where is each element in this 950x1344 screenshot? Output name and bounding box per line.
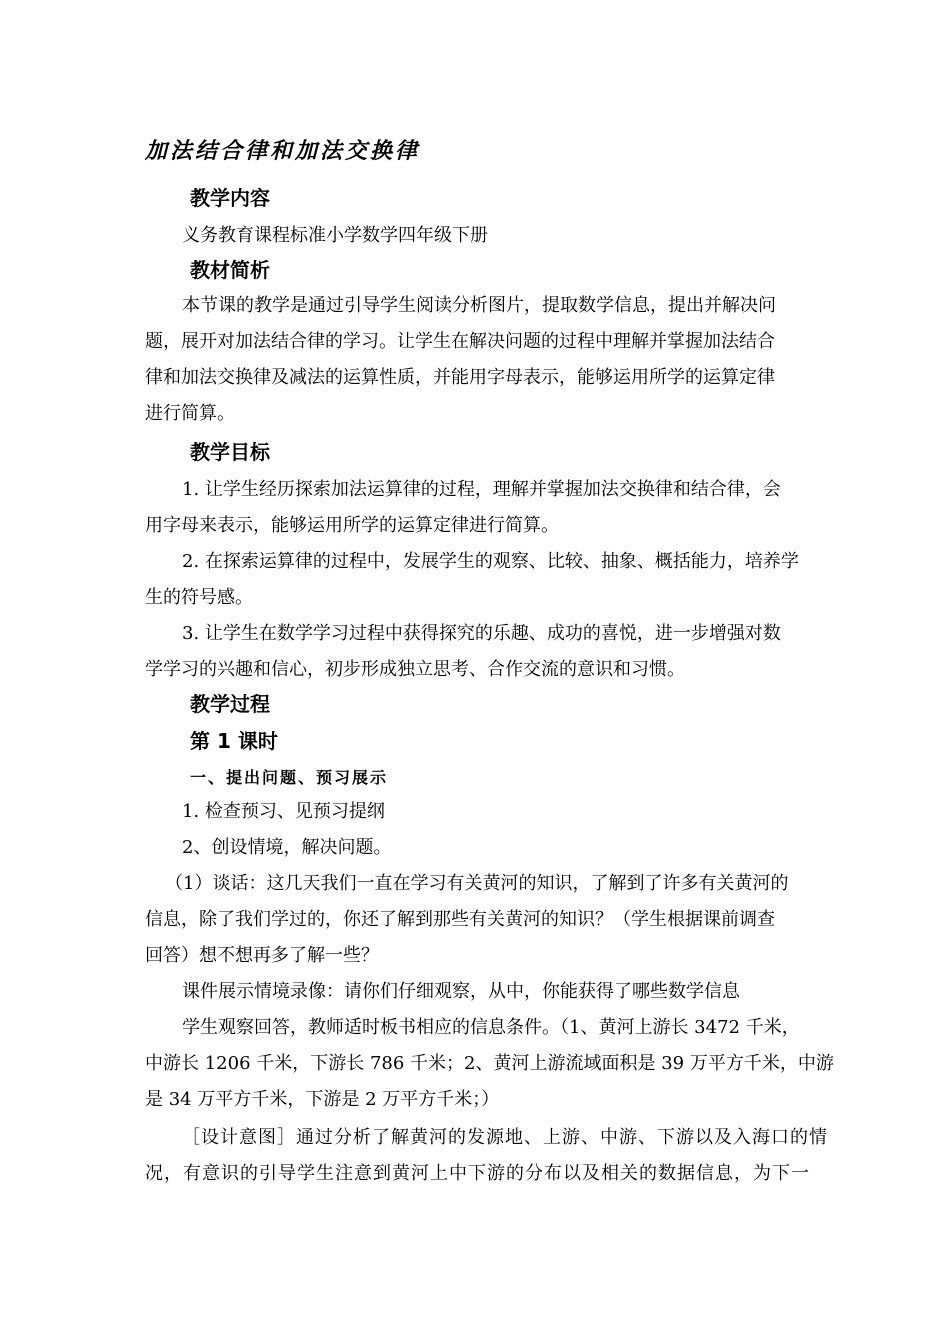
analysis-line: 本节课的教学是通过引导学生阅读分析图片，提取数学信息，提出并解决问	[182, 295, 776, 316]
goals-line: 3. 让学生在数学学习过程中获得探究的乐趣、成功的喜悦，进一步增强对数	[182, 623, 781, 644]
document-title: 加法结合律和加法交换律	[145, 139, 421, 164]
process-line: 中游长 1206 千米，下游长 786 千米；2、黄河上游流域面积是 39 万平方千米，中游	[145, 1053, 834, 1074]
process-line: 2、创设情境，解决问题。	[182, 837, 392, 858]
process-line: 课件展示情境录像：请你们仔细观察，从中，你能获得了哪些数学信息	[182, 981, 740, 1002]
goals-line: 用字母来表示，能够运用所学的运算定律进行简算。	[145, 515, 559, 536]
design-intent-line: 况，有意识的引导学生注意到黄河上中下游的分布以及相关的数据信息，为下一	[145, 1163, 810, 1184]
goals-line: 生的符号感。	[145, 587, 253, 608]
heading-analysis: 教材简析	[190, 258, 270, 282]
goals-line: 学学习的兴趣和信心，初步形成独立思考、合作交流的意识和习惯。	[145, 659, 685, 680]
goals-line: 1. 让学生经历探索加法运算律的过程，理解并掌握加法交换律和结合律，会	[182, 479, 781, 500]
process-line: 回答）想不想再多了解一些？	[145, 945, 379, 966]
process-line: 1. 检查预习、见预习提纲	[182, 801, 385, 822]
process-line: 学生观察回答，教师适时板书相应的信息条件。（1、黄河上游长 3472 千米，	[182, 1017, 800, 1038]
heading-goals: 教学目标	[190, 440, 270, 464]
goals-line: 2. 在探索运算律的过程中，发展学生的观察、比较、抽象、概括能力，培养学	[182, 551, 799, 572]
analysis-line: 律和加法交换律及减法的运算性质，并能用字母表示，能够运用所学的运算定律	[145, 367, 775, 388]
process-line: 信息，除了我们学过的，你还了解到那些有关黄河的知识？（学生根据课前调查	[145, 909, 775, 930]
heading-lesson: 第 1 课时	[190, 729, 278, 753]
process-line: （1）谈话：这几天我们一直在学习有关黄河的知识，了解到了许多有关黄河的	[165, 873, 789, 894]
process-line: 是 34 万平方千米，下游是 2 万平方千米；）	[145, 1089, 500, 1110]
analysis-line: 进行简算。	[145, 403, 235, 424]
heading-process: 教学过程	[190, 692, 270, 716]
heading-part1: 一、提出问题、预习展示	[190, 768, 389, 787]
design-intent-line: ［设计意图］通过分析了解黄河的发源地、上游、中游、下游以及入海口的情	[182, 1127, 828, 1148]
content-text: 义务教育课程标准小学数学四年级下册	[182, 225, 488, 246]
heading-content: 教学内容	[190, 186, 270, 210]
analysis-line: 题，展开对加法结合律的学习。让学生在解决问题的过程中理解并掌握加法结合	[145, 331, 775, 352]
